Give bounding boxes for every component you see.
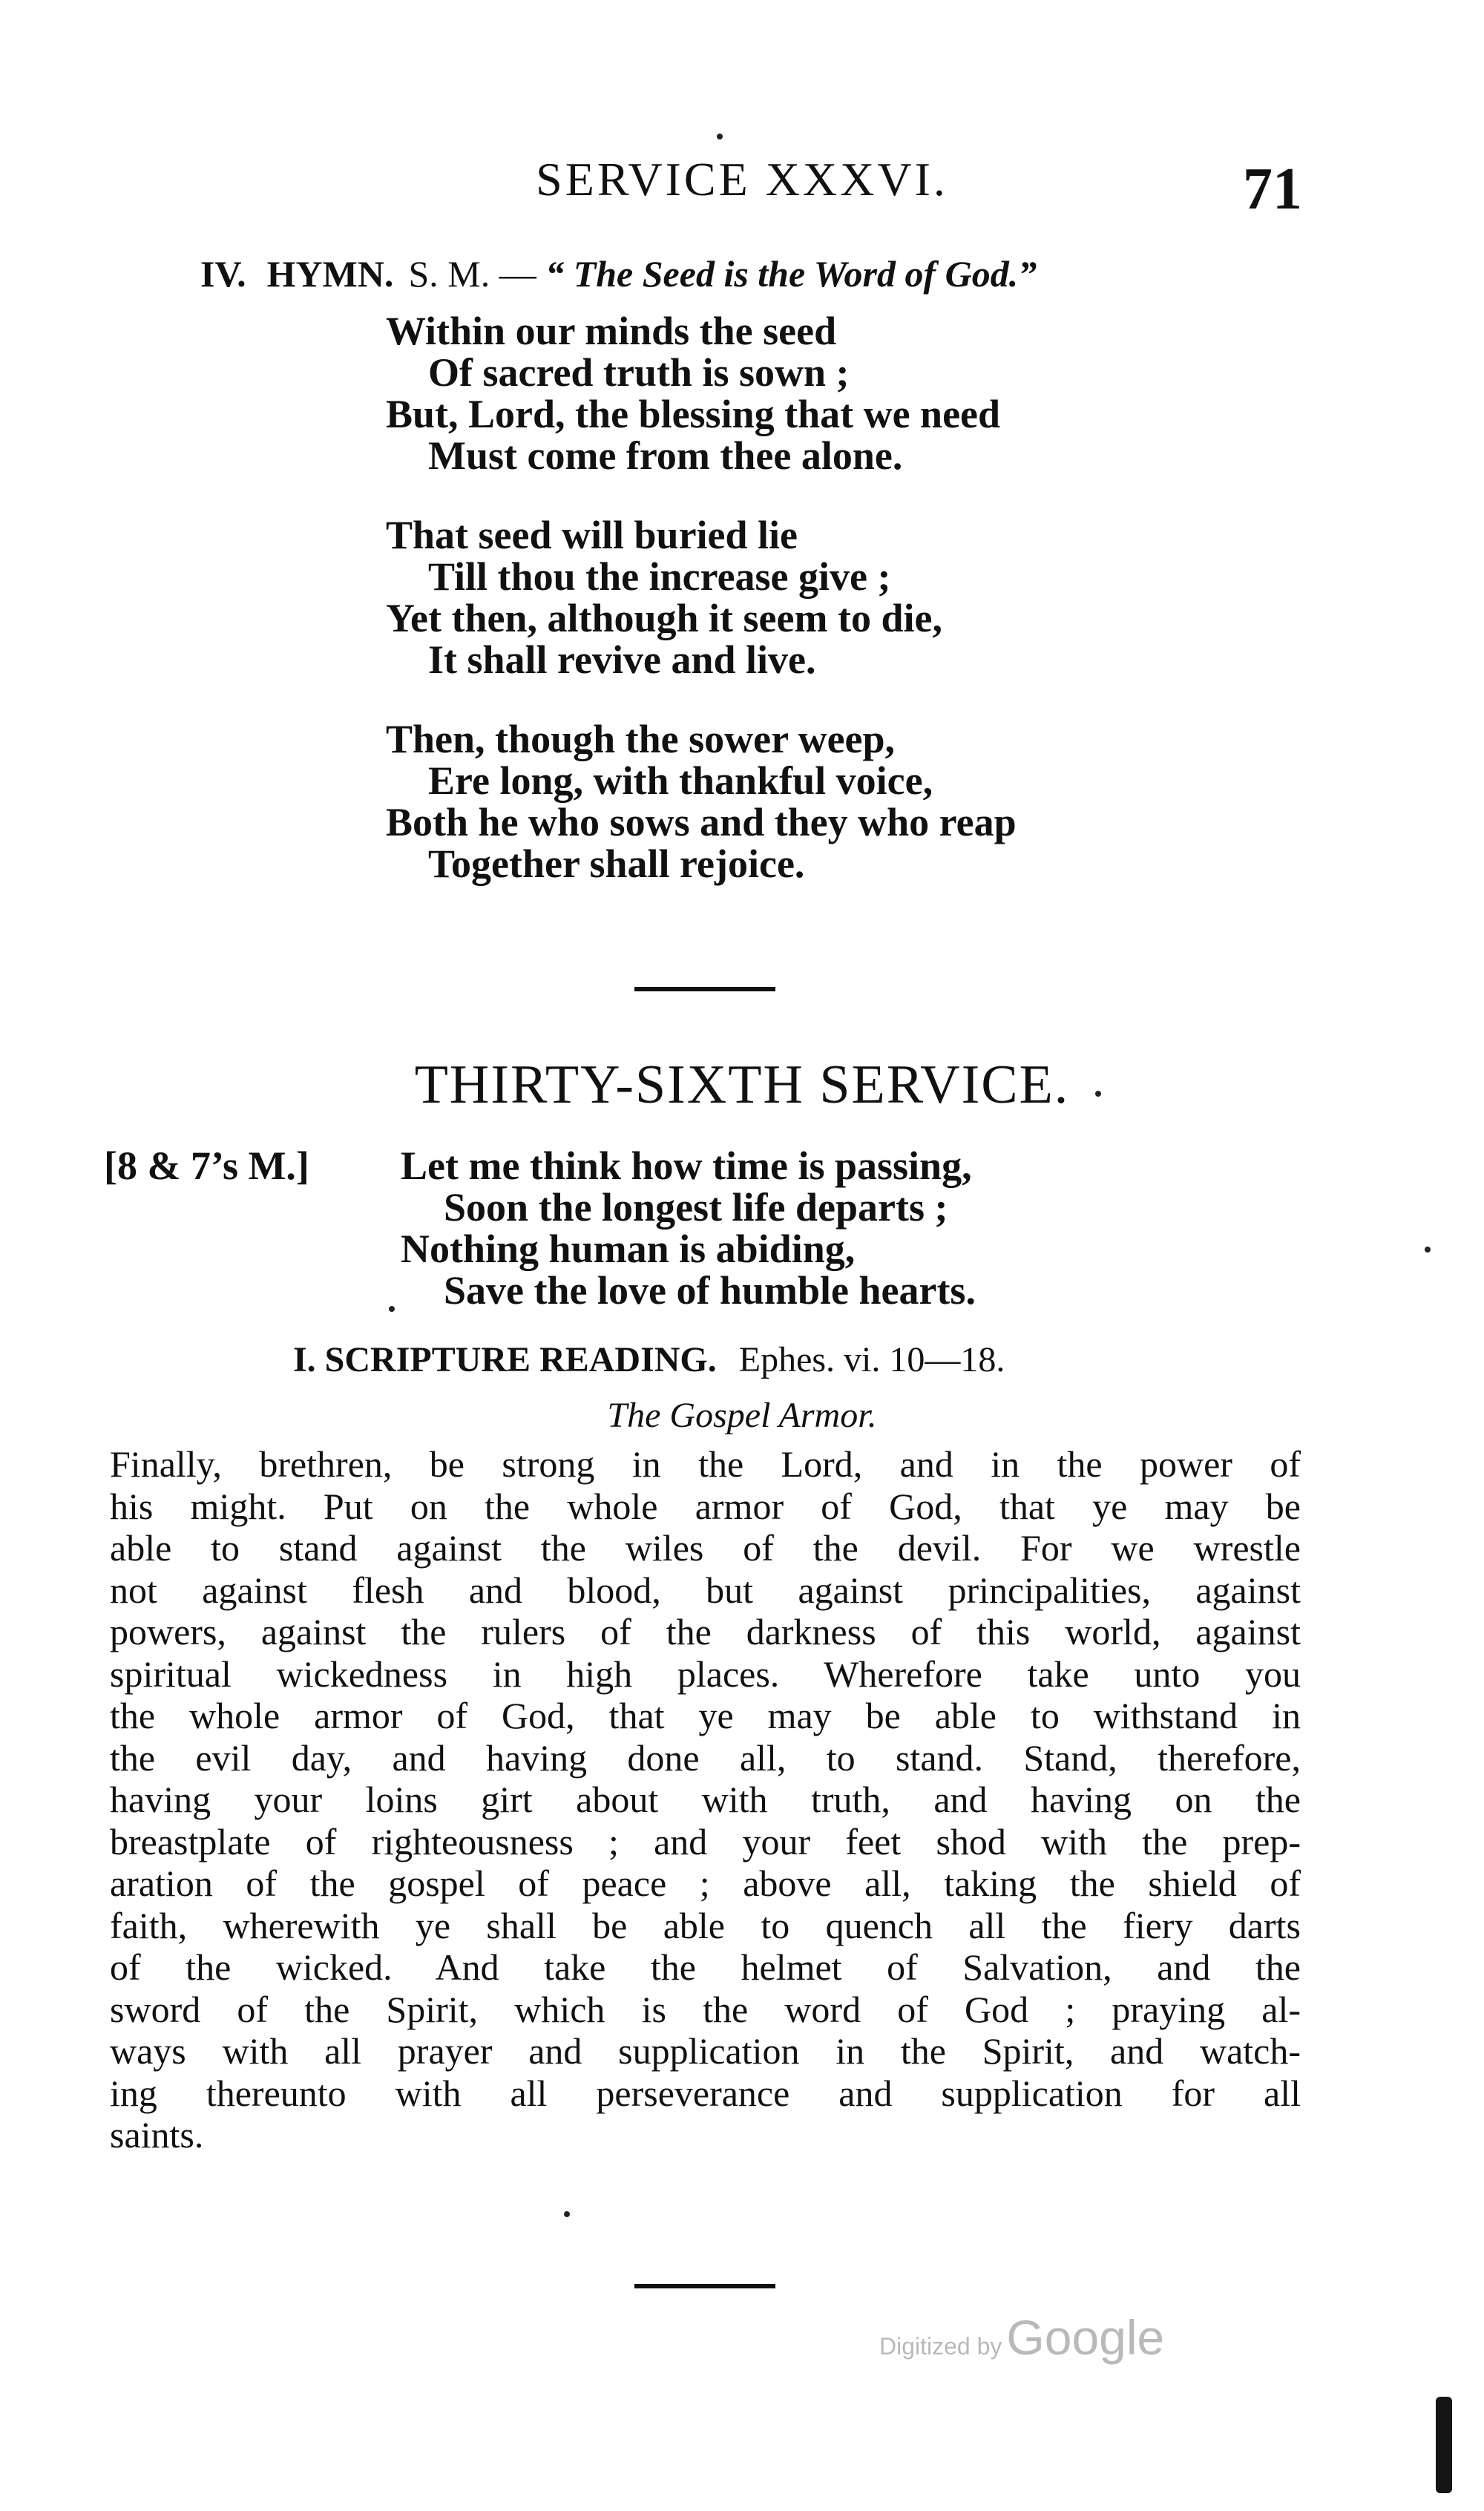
reading-line: faith, wherewith ye shall be able to quench all the fiery darts: [110, 1904, 1301, 1946]
hymn-number: IV.: [200, 253, 246, 295]
print-speck: [717, 134, 723, 140]
reading-title: I. SCRIPTURE READING.: [293, 1340, 717, 1379]
page-edge-mark: [1436, 2397, 1452, 2493]
page-number: 71: [1243, 157, 1302, 222]
opening-line: Nothing human is abiding,: [401, 1227, 856, 1271]
digitized-watermark: [879, 2309, 1164, 2366]
hymn-label: HYMN.: [266, 253, 394, 295]
verse-line: Together shall rejoice.: [428, 841, 805, 886]
hymn-meter: S. M. —: [408, 253, 536, 295]
opening-line: Save the love of humble hearts.: [444, 1268, 976, 1313]
reading-subtitle: The Gospel Armor.: [607, 1396, 877, 1435]
meter-label: [8 & 7’s M.]: [104, 1143, 309, 1188]
verse-line: Ere long, with thankful voice,: [428, 758, 933, 803]
service-title: THIRTY-SIXTH SERVICE.: [414, 1054, 1070, 1115]
reading-line: Finally, brethren, be strong in the Lord, and in the power of: [110, 1443, 1301, 1485]
watermark-brand: Google: [1006, 2310, 1165, 2365]
section-divider: [634, 2284, 775, 2288]
print-speck: [1425, 1247, 1431, 1253]
verse-line: That seed will buried lie: [386, 513, 798, 557]
verse-line: Of sacred truth is sown ;: [428, 350, 850, 395]
reading-heading: [293, 1339, 1005, 1380]
verse-line: Yet then, although it seem to die,: [386, 596, 942, 640]
section-divider: [634, 987, 775, 991]
reading-line: not against flesh and blood, but against principalities, against: [110, 1569, 1301, 1611]
verse-line: Both he who sows and they who reap: [386, 800, 1017, 844]
reading-text: [110, 1443, 1301, 2156]
reading-line: of the wicked. And take the helmet of Salvation, and the: [110, 1946, 1301, 1988]
reading-line: the whole armor of God, that ye may be able to withstand in: [110, 1695, 1301, 1736]
reading-line: sword of the Spirit, which is the word of God ; praying al-: [110, 1988, 1301, 2030]
hymn-title: “ The Seed is the Word of God.”: [545, 253, 1037, 295]
verse-line: It shall revive and live.: [428, 637, 816, 682]
reading-line: able to stand against the wiles of the devil. For we wrestle: [110, 1527, 1301, 1569]
verse-line: Within our minds the seed: [386, 309, 837, 353]
reading-line: aration of the gospel of peace ; above all, taking the shield of: [110, 1862, 1301, 1904]
reading-line: ing thereunto with all perseverance and supplication for all: [110, 2072, 1301, 2114]
reading-line: saints.: [110, 2114, 204, 2156]
verse-line: Must come from thee alone.: [428, 433, 903, 478]
reading-line: ways with all prayer and supplication in the Spirit, and watch-: [110, 2030, 1301, 2072]
reading-citation: Ephes. vi. 10—18.: [738, 1340, 1005, 1379]
opening-line: Let me think how time is passing,: [401, 1143, 972, 1188]
print-speck: [389, 1306, 395, 1312]
verse-line: Then, though the sower weep,: [386, 717, 896, 761]
verse-line: But, Lord, the blessing that we need: [386, 392, 1001, 436]
opening-line: Soon the longest life departs ;: [444, 1185, 948, 1230]
reading-line: having your loins girt about with truth, and having on the: [110, 1779, 1301, 1820]
hymn-heading: [200, 252, 1037, 295]
print-speck: [564, 2211, 570, 2217]
running-head: SERVICE XXXVI.: [536, 153, 948, 206]
watermark-prefix: Digitized by: [879, 2333, 1002, 2360]
reading-line: breastplate of righteousness ; and your feet shod with the prep-: [110, 1820, 1301, 1862]
reading-line: spiritual wickedness in high places. Wherefore take unto you: [110, 1652, 1301, 1695]
verse-line: Till thou the increase give ;: [428, 554, 891, 599]
reading-line: the evil day, and having done all, to stand. Stand, therefore,: [110, 1736, 1301, 1779]
reading-line: his might. Put on the whole armor of God, that ye may be: [110, 1485, 1301, 1527]
reading-line: powers, against the rulers of the darkness of this world, against: [110, 1611, 1301, 1652]
